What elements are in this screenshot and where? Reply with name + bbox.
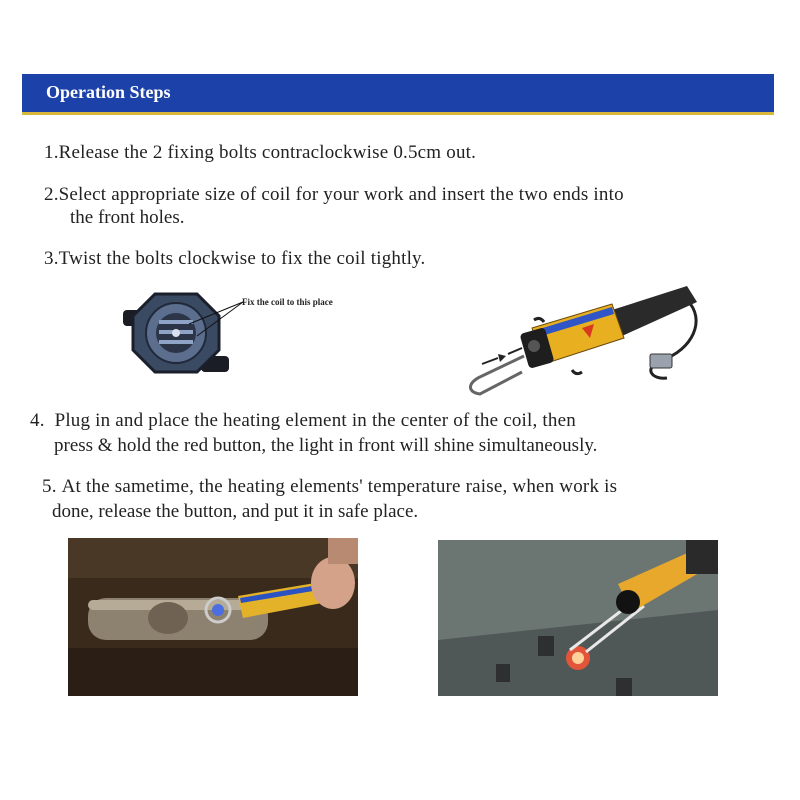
step-4-continuation: press & hold the red button, the light in front will shine simultaneously.	[54, 435, 598, 456]
plug-icon	[650, 354, 672, 368]
step-text: At the sametime, the heating elements' temperature raise, when work is	[61, 476, 618, 497]
step-5-continuation: done, release the button, and put it in safe place.	[52, 501, 419, 522]
step-3	[44, 246, 425, 271]
step-5	[42, 474, 617, 499]
step-4	[30, 408, 576, 433]
step-number: 4.	[30, 410, 45, 431]
induction-heater-illustration	[462, 280, 702, 400]
coil-icon	[470, 356, 524, 394]
heating-exhaust-photo	[68, 538, 358, 696]
section-header	[22, 74, 774, 115]
coil-annotation: Fix the coil to this place	[242, 297, 333, 307]
step-text: Release the 2 fixing bolts contraclockwise 0.5cm out.	[58, 142, 477, 163]
step-1	[44, 140, 476, 165]
step-text: Twist the bolts clockwise to fix the coil tightly.	[58, 248, 426, 269]
step-2-continuation: the front holes.	[70, 207, 185, 228]
step-text: Plug in and place the heating element in the center of the coil, then	[54, 410, 576, 431]
step-number: 3.	[44, 248, 59, 269]
step-number: 5.	[42, 476, 57, 497]
coil-head-illustration	[115, 280, 245, 390]
step-number: 1.	[44, 142, 59, 163]
step-2	[44, 182, 624, 207]
step-text: Select appropriate size of coil for your work and insert the two ends into	[58, 184, 624, 205]
section-title: Operation Steps	[46, 82, 171, 102]
step-number: 2.	[44, 184, 59, 205]
heating-bolt-photo	[438, 540, 718, 696]
